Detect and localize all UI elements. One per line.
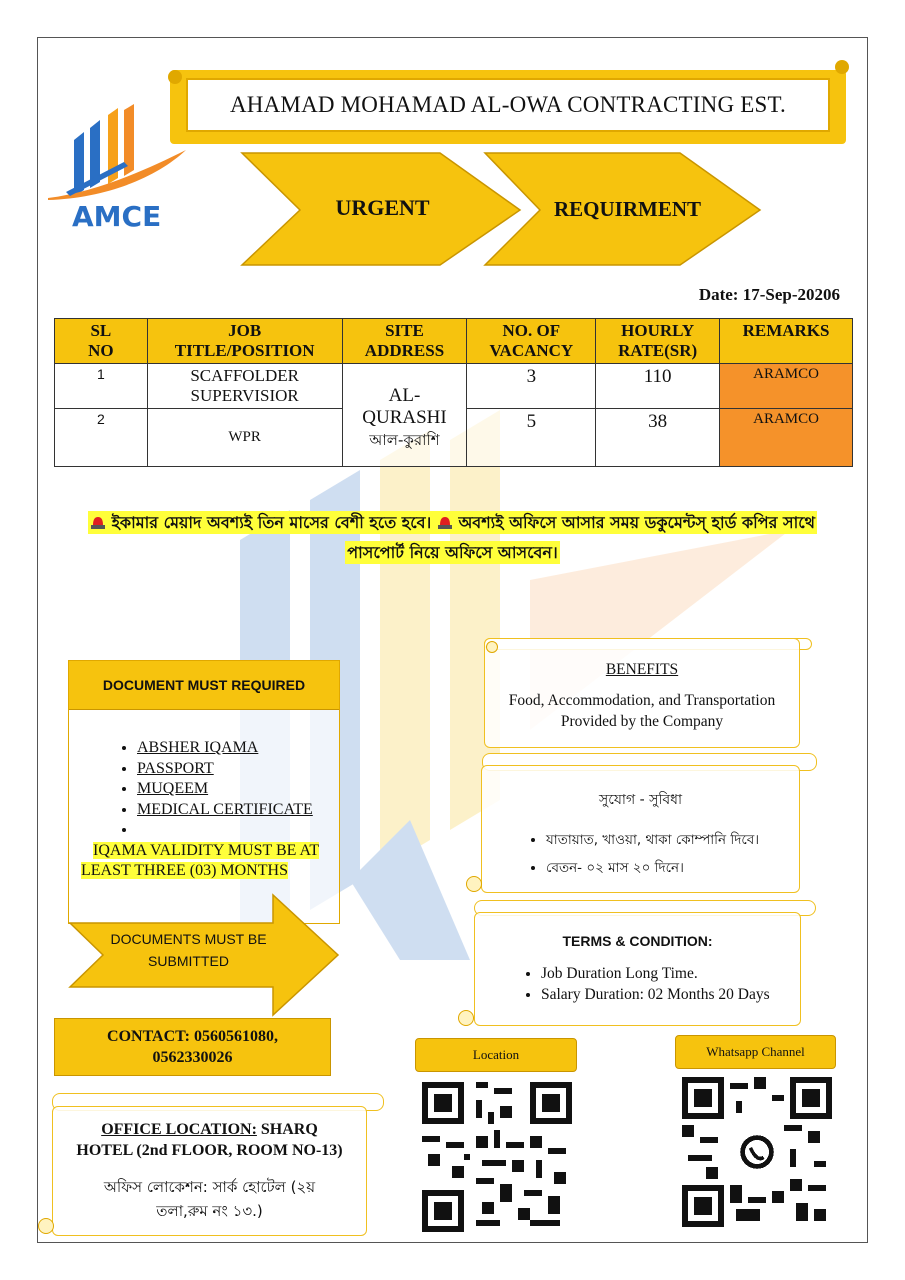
urgent-label: URGENT [335, 195, 430, 220]
office-location-box [52, 1106, 367, 1236]
cell-remarks: ARAMCO [720, 364, 853, 409]
notice-part-3: পাসপোর্ট নিয়ে অফিসে আসবেন। [347, 543, 558, 562]
requirement-label: REQUIRMENT [553, 197, 701, 221]
office-bn-line-1: অফিস লোকেশন: সার্ক হোটেল (২য় [103, 1178, 316, 1196]
benefits-title: BENEFITS [605, 661, 679, 678]
company-title-banner [170, 70, 846, 144]
table-header-row [55, 319, 853, 364]
logo-text: AMCE [72, 200, 162, 233]
list-item: • যাতায়াত, খাওয়া, থাকা কোম্পানি দিবে। [546, 826, 799, 854]
list-item: • বেতন- ০২ মাস ২০ দিনে। [546, 854, 799, 882]
benefits-line-1: Food, Accommodation, and Transportation [508, 692, 776, 709]
scroll-cap-icon [168, 70, 182, 84]
documents-submitted-label: DOCUMENTS MUST BE SUBMITTED [110, 931, 267, 969]
whatsapp-channel-label[interactable]: Whatsapp Channel [675, 1035, 836, 1069]
date-line: Date: 17-Sep-20206 [698, 285, 840, 304]
col-header-sl: SL NO [55, 319, 148, 364]
scroll-curl-icon [466, 876, 482, 892]
col-header-remarks: REMARKS [720, 319, 853, 364]
benefits-box [484, 638, 800, 748]
location-label[interactable]: Location [415, 1038, 577, 1072]
location-qr-code[interactable] [422, 1082, 572, 1232]
cell-vacancy: 5 [467, 409, 596, 467]
cell-title: SCAFFOLDER SUPERVISIOR [147, 364, 342, 409]
list-item: • ABSHER IQAMA [137, 738, 339, 759]
terms-title: TERMS & CONDITION: [562, 933, 713, 949]
sujog-box [481, 765, 800, 893]
cell-site: AL- QURASHI আল-কুরাশি [342, 364, 467, 467]
documents-list [69, 738, 339, 841]
cell-sl: 1 [55, 364, 148, 409]
list-item: • MEDICAL CERTIFICATE [137, 800, 339, 821]
bangla-notice [60, 508, 845, 568]
list-item [137, 820, 339, 841]
iqama-validity-note: IQAMA VALIDITY MUST BE AT LEAST THREE (03) MONTHS [81, 841, 320, 879]
office-line-2: HOTEL (2nd FLOOR, ROOM NO-13) [76, 1142, 343, 1159]
scroll-curl-icon [38, 1218, 54, 1234]
list-item: • MUQEEM [137, 779, 339, 800]
cell-remarks: ARAMCO [720, 409, 853, 467]
notice-part-2: অবশ্যই অফিসে আসার সময় ডকুমেন্টস্ হার্ড কপির সাথে [458, 513, 815, 532]
scroll-cap-icon [835, 60, 849, 74]
terms-box [474, 912, 801, 1026]
list-item: • PASSPORT [137, 759, 339, 780]
list-item: • Job Duration Long Time. [541, 963, 800, 984]
list-item: • Salary Duration: 02 Months 20 Days [541, 984, 800, 1005]
cell-title: WPR [147, 409, 342, 467]
cell-rate: 110 [596, 364, 720, 409]
notice-part-1: ইকামার মেয়াদ অবশ্যই তিন মাসের বেশী হতে হবে। [111, 513, 432, 532]
col-header-title: JOB TITLE/POSITION [147, 319, 342, 364]
table-row [55, 364, 853, 409]
office-bn-line-2: তলা,রুম নং ১৩.) [156, 1202, 263, 1220]
col-header-rate: HOURLY RATE(SR) [596, 319, 720, 364]
office-label: OFFICE LOCATION: [101, 1121, 257, 1138]
cell-rate: 38 [596, 409, 720, 467]
col-header-vacancy: NO. OF VACANCY [467, 319, 596, 364]
documents-title: DOCUMENT MUST REQUIRED [69, 661, 339, 710]
benefits-line-2: Provided by the Company [560, 713, 724, 730]
company-name: AHAMAD MOHAMAD AL-OWA CONTRACTING EST. [186, 78, 830, 132]
whatsapp-icon [744, 1140, 770, 1166]
contact-line-2: 0562330026 [152, 1049, 233, 1066]
contact-line-1: CONTACT: 0560561080, [107, 1028, 278, 1045]
jobs-table [54, 318, 853, 467]
col-header-site: SITE ADDRESS [342, 319, 467, 364]
amce-logo [46, 100, 206, 235]
siren-icon [90, 515, 106, 529]
cell-sl: 2 [55, 409, 148, 467]
documents-box [68, 660, 340, 924]
scroll-curl-icon [458, 1010, 474, 1026]
siren-icon [437, 515, 453, 529]
contact-box [54, 1018, 331, 1076]
cell-vacancy: 3 [467, 364, 596, 409]
scroll-curl-icon [486, 641, 498, 653]
sujog-title: সুযোগ - সুবিধা [598, 792, 683, 808]
office-line-1: SHARQ [256, 1121, 318, 1138]
